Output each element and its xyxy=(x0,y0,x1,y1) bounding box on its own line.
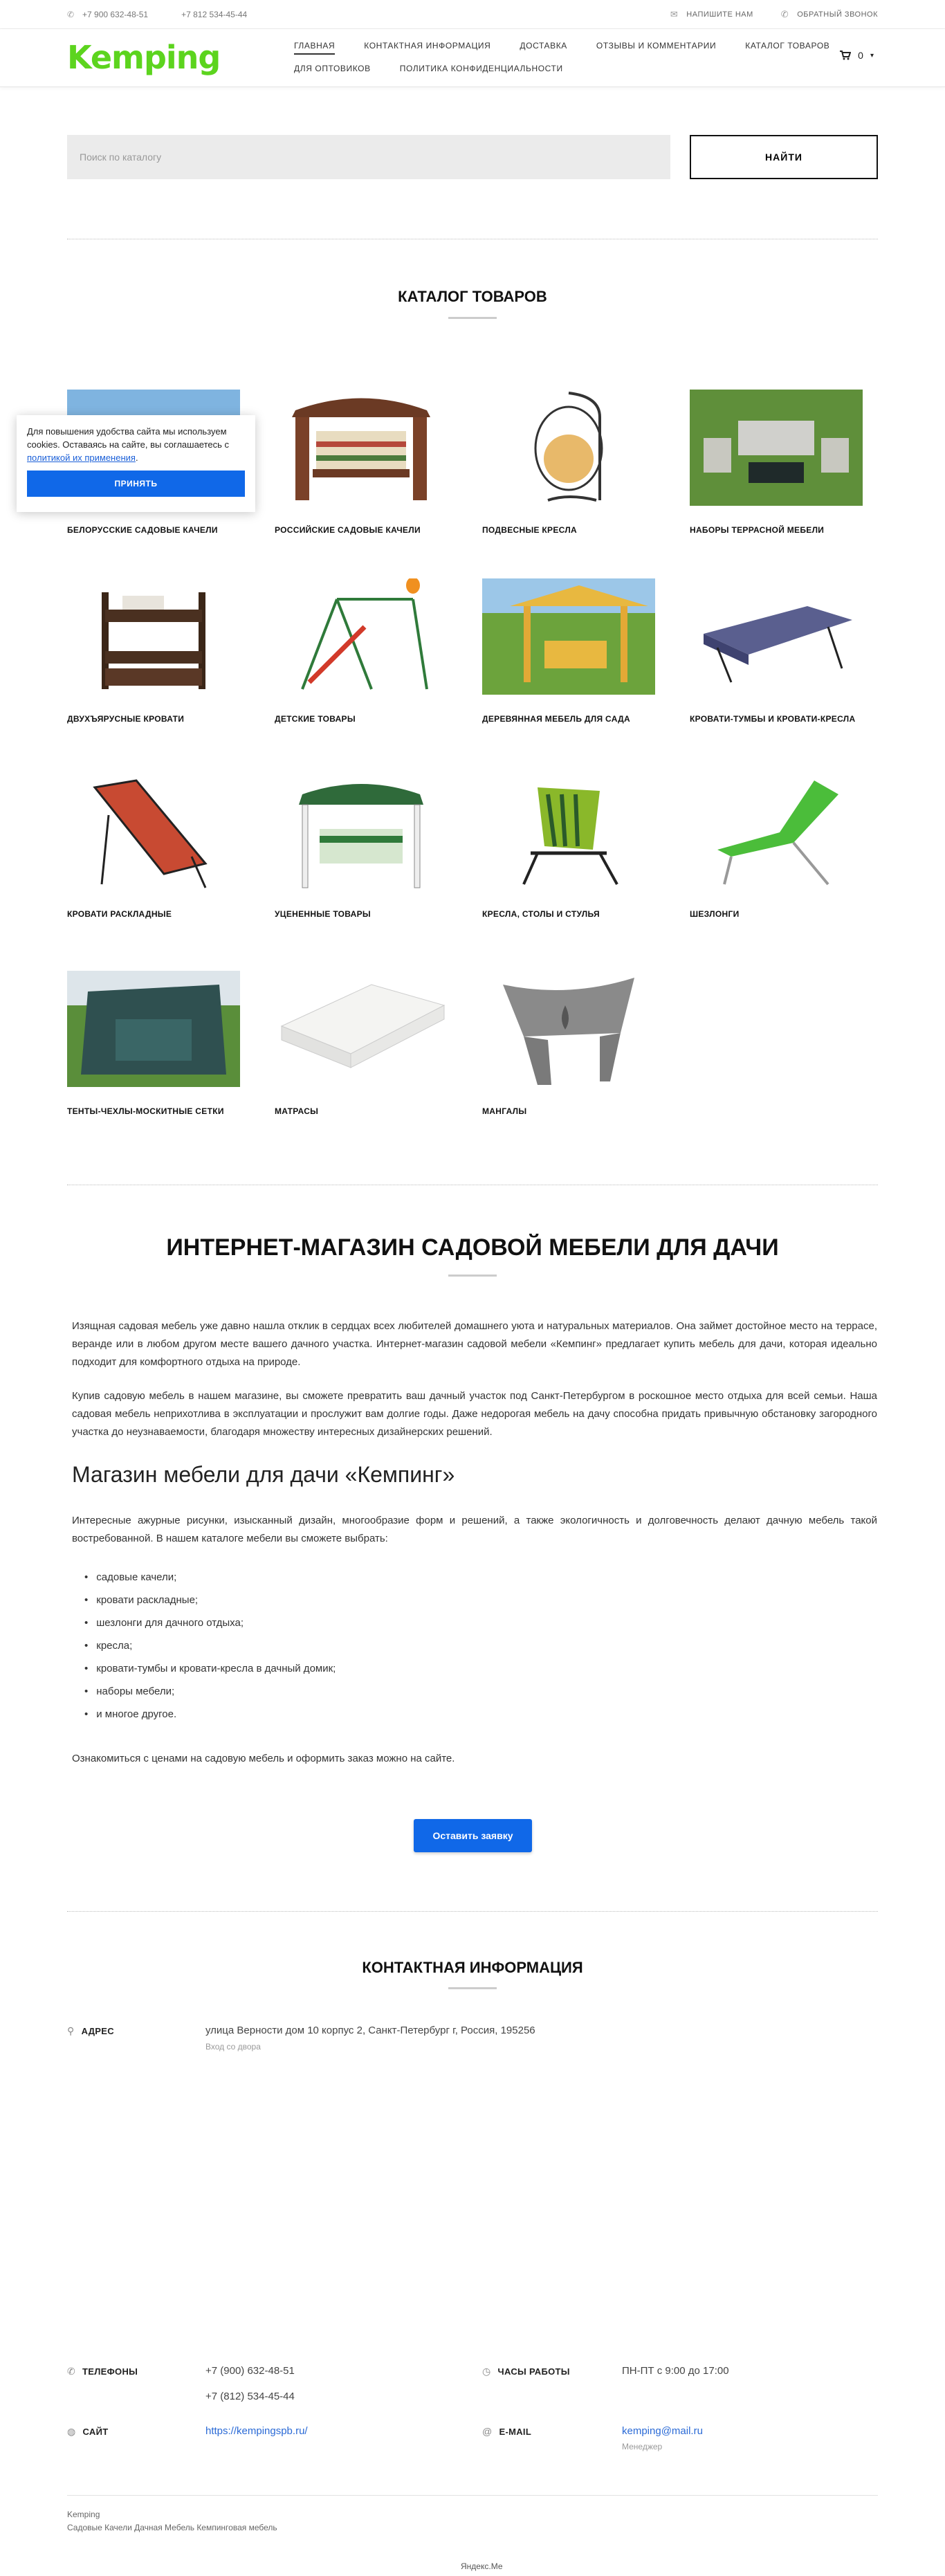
catalog-item-label: КРОВАТИ РАСКЛАДНЫЕ xyxy=(67,909,172,919)
main-header xyxy=(0,29,945,87)
catalog-item-wooden-furniture[interactable] xyxy=(482,578,655,724)
hours-label xyxy=(482,2366,570,2377)
address-label xyxy=(67,2025,114,2037)
nav-item-contacts[interactable]: КОНТАКТНАЯ ИНФОРМАЦИЯ xyxy=(364,41,491,51)
catalog-item-mattresses[interactable] xyxy=(275,971,448,1116)
leave-request-button[interactable]: Оставить заявку xyxy=(414,1819,532,1852)
email-label xyxy=(482,2426,531,2437)
catalog-item-hanging-chairs[interactable] xyxy=(482,390,655,535)
site-label-text: САЙТ xyxy=(82,2427,109,2437)
mattresses-image xyxy=(275,971,448,1087)
catalog-item-label: ДВУХЪЯРУСНЫЕ КРОВАТИ xyxy=(67,714,185,724)
catalog-item-label: НАБОРЫ ТЕРРАСНОЙ МЕБЕЛИ xyxy=(690,525,825,535)
catalog-item-terrace-sets[interactable] xyxy=(690,390,863,535)
list-item: • кровати раскладные; xyxy=(84,1589,336,1611)
catalog-item-label: РОССИЙСКИЕ САДОВЫЕ КАЧЕЛИ xyxy=(275,525,421,535)
nav-item-reviews[interactable]: ОТЗЫВЫ И КОММЕНТАРИИ xyxy=(596,41,717,51)
catalog-item-bed-cabinets[interactable] xyxy=(690,578,863,724)
phone-icon: ✆ xyxy=(67,2366,76,2377)
kids-image xyxy=(275,578,448,695)
write-us-label: НАПИШИТЕ НАМ xyxy=(686,10,753,19)
catalog-item-kids[interactable] xyxy=(275,578,448,724)
cookie-text: Для повышения удобства сайта мы используем cookies. Оставаясь на сайте, вы соглашаетесь с xyxy=(27,426,230,450)
email-label-text: E-MAIL xyxy=(499,2426,532,2437)
site-label xyxy=(67,2426,108,2438)
contact-phone-1[interactable]: +7 (900) 632-48-51 xyxy=(205,2365,295,2377)
main-nav xyxy=(294,40,834,76)
terrace-sets-image xyxy=(690,390,863,506)
nav-item-delivery[interactable]: ДОСТАВКА xyxy=(520,41,567,51)
about-paragraph-1: Изящная садовая мебель уже давно нашла отклик в сердцах всех любителей домашнего уюта и натуральных материалов. Она займет достойное место на террасе, веранде или в любом другом месте вашего дачного участка. Интернет-магазин садовой мебели «Кемпинг» предлагает купить мебель для дачи, которая идеально подходит для комфортного отдыха на природе. xyxy=(72,1320,877,1368)
catalog-item-label: МАТРАСЫ xyxy=(275,1106,319,1116)
list-item: • наборы мебели; xyxy=(84,1680,336,1703)
email-link[interactable]: kemping@mail.ru xyxy=(622,2425,703,2437)
cookie-policy-link[interactable]: политикой их применения xyxy=(27,453,136,463)
bunk-beds-image xyxy=(67,578,240,695)
cart-icon xyxy=(840,51,851,60)
header-phone-1[interactable] xyxy=(67,10,148,19)
catalog-item-label: БЕЛОРУССКИЕ САДОВЫЕ КАЧЕЛИ xyxy=(67,525,218,535)
catalog-search xyxy=(67,135,878,179)
mail-icon: ✉ xyxy=(670,9,679,19)
cookie-text-tail: . xyxy=(135,453,138,463)
bed-cabinets-image xyxy=(690,578,863,695)
catalog-item-label: ШЕЗЛОНГИ xyxy=(690,909,740,919)
russian-swings-image xyxy=(275,390,448,506)
contact-phone-2[interactable]: +7 (812) 534-45-44 xyxy=(205,2391,295,2402)
footer-site-name: Kemping xyxy=(67,2510,100,2519)
cart-button[interactable] xyxy=(840,50,874,61)
chairs-tables-image xyxy=(482,774,655,890)
about-paragraph-2: Купив садовую мебель в нашем магазине, вы сможете превратить ваш дачный участок под Санкт-Петербургом в роскошное место отдыха для всей семьи. Наша садовая мебель неприхотлива в эксплуатации и прослужит вам долгие годы. Даже недорогая мебель на дачу способна придать привычную обстановку загородного участка до неузнаваемости, благодаря множеству интересных дизайнерских решений. xyxy=(72,1390,877,1438)
address-label-text: АДРЕС xyxy=(81,2026,114,2036)
about-subheading: Магазин мебели для дачи «Кемпинг» xyxy=(72,1462,455,1487)
list-item: • шезлонги для дачного отдыха; xyxy=(84,1611,336,1634)
nav-item-privacy[interactable]: ПОЛИТИКА КОНФИДЕНЦИАЛЬНОСТИ xyxy=(399,64,563,73)
loungers-image xyxy=(690,774,863,890)
catalog-item-label: МАНГАЛЫ xyxy=(482,1106,527,1116)
wooden-furniture-image xyxy=(482,578,655,695)
contacts-title: КОНТАКТНАЯ ИНФОРМАЦИЯ xyxy=(362,1959,583,1976)
divider xyxy=(67,1911,878,1912)
catalog-item-label: КРЕСЛА, СТОЛЫ И СТУЛЬЯ xyxy=(482,909,600,919)
hours-value: ПН-ПТ с 9:00 до 17:00 xyxy=(622,2365,729,2377)
list-item: • кровати-тумбы и кровати-кресла в дачный домик; xyxy=(84,1657,336,1680)
catalog-item-label: ТЕНТЫ-ЧЕХЛЫ-МОСКИТНЫЕ СЕТКИ xyxy=(67,1106,224,1116)
title-underline xyxy=(448,317,497,319)
catalog-item-label: КРОВАТИ-ТУМБЫ И КРОВАТИ-КРЕСЛА xyxy=(690,714,856,724)
nav-item-catalog[interactable]: КАТАЛОГ ТОВАРОВ xyxy=(745,41,830,51)
folding-beds-image xyxy=(67,774,240,890)
phone-icon: ✆ xyxy=(67,10,75,19)
grills-image xyxy=(482,971,655,1087)
hanging-chairs-image xyxy=(482,390,655,506)
callback-label: ОБРАТНЫЙ ЗВОНОК xyxy=(797,10,878,19)
list-item: • садовые качели; xyxy=(84,1566,336,1589)
at-sign-icon: @ xyxy=(482,2426,493,2437)
catalog-item-discounted[interactable] xyxy=(275,774,448,919)
about-title: ИНТЕРНЕТ-МАГАЗИН САДОВОЙ МЕБЕЛИ ДЛЯ ДАЧИ xyxy=(166,1234,779,1261)
cookie-banner xyxy=(17,415,255,512)
catalog-item-folding-beds[interactable] xyxy=(67,774,240,919)
list-item: • и многое другое. xyxy=(84,1703,336,1726)
catalog-item-label: ПОДВЕСНЫЕ КРЕСЛА xyxy=(482,525,578,535)
catalog-item-label: ДЕТСКИЕ ТОВАРЫ xyxy=(275,714,356,724)
phone-callback-icon: ✆ xyxy=(780,9,789,19)
catalog-item-tents[interactable] xyxy=(67,971,240,1116)
chevron-down-icon: ▾ xyxy=(870,51,874,60)
catalog-title: КАТАЛОГ ТОВАРОВ xyxy=(398,288,547,305)
about-paragraph-3: Интересные ажурные рисунки, изысканный дизайн, многообразие форм и решений, а также экологичность и долговечность делают дачную мебель такой востребованной. В нашем каталоге мебели вы сможете выбрать: xyxy=(72,1515,877,1544)
catalog-item-grills[interactable] xyxy=(482,971,655,1116)
about-paragraph-4: Ознакомиться с ценами на садовую мебель и оформить заказ можно на сайте. xyxy=(72,1753,455,1764)
catalog-item-russian-swings[interactable] xyxy=(275,390,448,535)
nav-item-wholesale[interactable]: ДЛЯ ОПТОВИКОВ xyxy=(294,64,371,73)
callback-link[interactable] xyxy=(781,9,878,20)
address-value: улица Верности дом 10 корпус 2, Санкт-Петербург г, Россия, 195256 xyxy=(205,2025,535,2036)
catalog-item-label: УЦЕНЕННЫЕ ТОВАРЫ xyxy=(275,909,371,919)
discounted-image xyxy=(275,774,448,890)
top-bar xyxy=(0,0,945,29)
phones-label-text: ТЕЛЕФОНЫ xyxy=(82,2366,138,2377)
cookie-accept-button[interactable]: ПРИНЯТЬ xyxy=(27,471,245,497)
header-phone-1-text: +7 900 632-48-51 xyxy=(82,10,149,19)
title-underline xyxy=(448,1987,497,1989)
search-input[interactable] xyxy=(67,135,670,179)
catalog-item-chairs-tables[interactable] xyxy=(482,774,655,919)
product-list xyxy=(84,1566,336,1726)
phones-label xyxy=(67,2366,138,2377)
cart-count: 0 xyxy=(858,50,863,61)
header-phone-2[interactable] xyxy=(181,10,247,19)
site-link[interactable]: https://kempingspb.ru/ xyxy=(205,2425,308,2437)
location-pin-icon: ⚲ xyxy=(67,2025,75,2036)
list-item: • кресла; xyxy=(84,1634,336,1657)
catalog-item-bunk-beds[interactable] xyxy=(67,578,240,724)
tents-image xyxy=(67,971,240,1087)
write-us-link[interactable] xyxy=(670,9,753,20)
globe-icon: ◍ xyxy=(67,2426,76,2437)
title-underline xyxy=(448,1275,497,1277)
footer-tags: Садовые Качели Дачная Мебель Кемпинговая мебель xyxy=(67,2523,277,2532)
clock-icon: ◷ xyxy=(482,2366,491,2377)
search-button[interactable]: НАЙТИ xyxy=(690,135,878,179)
nav-item-home[interactable]: ГЛАВНАЯ xyxy=(294,40,335,55)
site-logo[interactable]: Kemping xyxy=(67,39,221,76)
catalog-item-loungers[interactable] xyxy=(690,774,863,919)
email-note: Менеджер xyxy=(622,2442,663,2451)
hours-label-text: ЧАСЫ РАБОТЫ xyxy=(497,2366,570,2377)
header-phone-2-text: +7 812 534-45-44 xyxy=(181,10,248,19)
address-note: Вход со двора xyxy=(205,2042,261,2052)
footer-divider xyxy=(67,2495,878,2496)
yandex-metrika-badge[interactable]: Яндекс.Ме xyxy=(461,2561,503,2571)
catalog-item-label: ДЕРЕВЯННАЯ МЕБЕЛЬ ДЛЯ САДА xyxy=(482,714,630,724)
